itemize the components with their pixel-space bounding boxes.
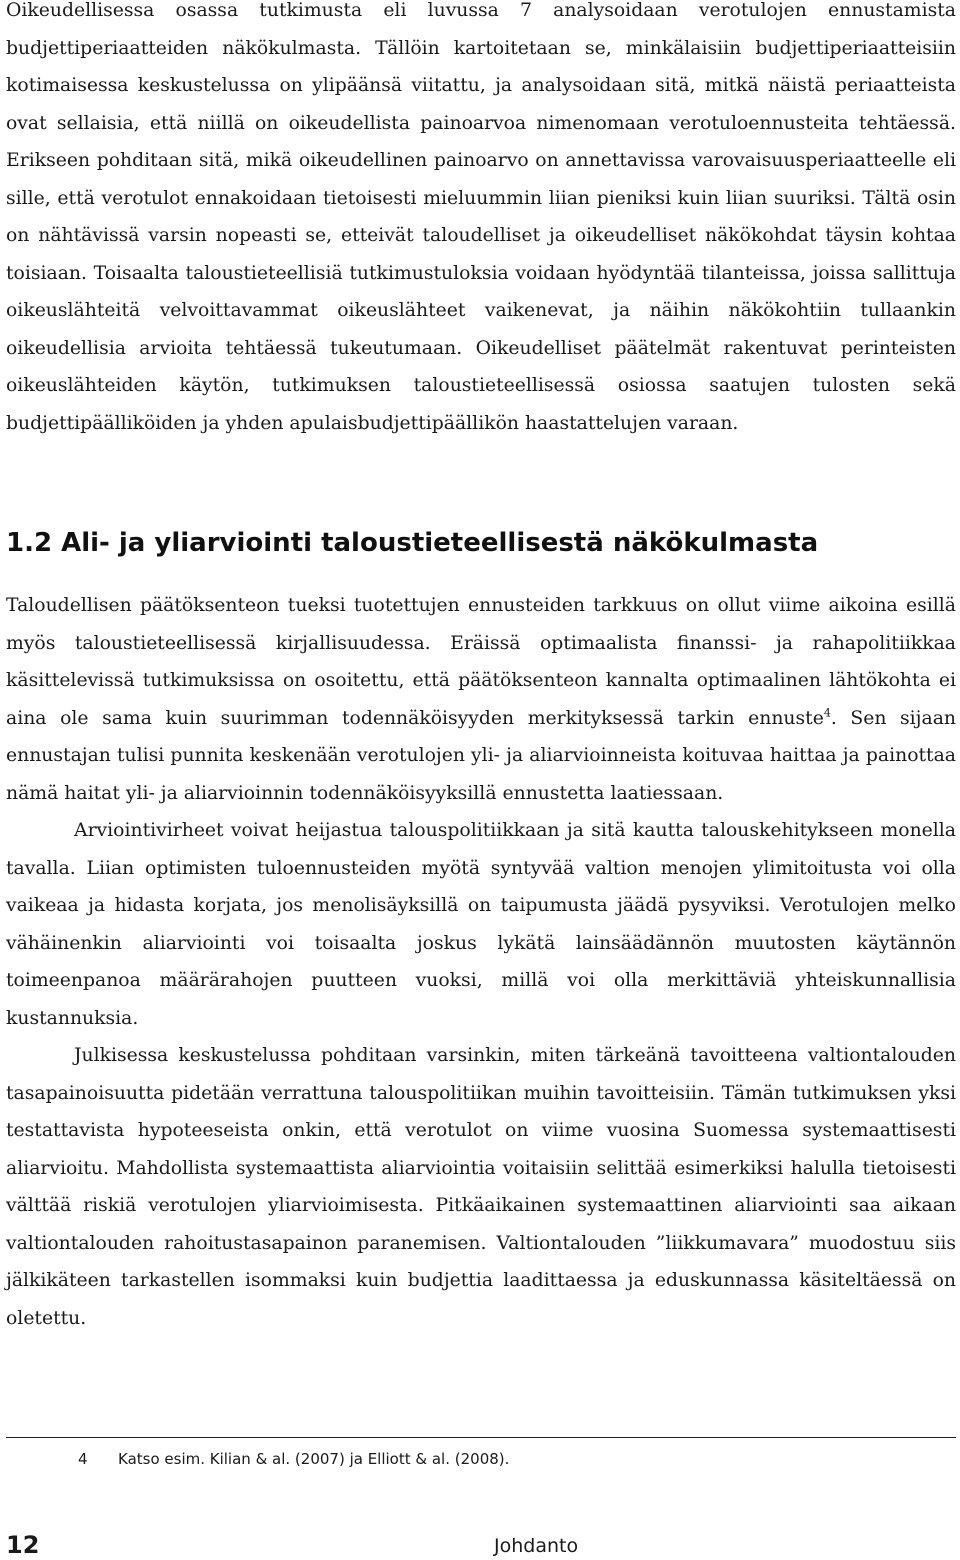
running-title: Johdanto bbox=[494, 1535, 579, 1557]
section-paragraph-1 bbox=[6, 587, 956, 812]
footnote-divider bbox=[6, 1437, 956, 1438]
section-paragraph-1-text-cont: . Sen sijaan ennustajan tulisi punnita keskenään verotulojen yli- ja aliarvioinneista koituvaa haittaa ja painottaa nämä haitat yli- ja aliarvioinnin todennäköisyyksillä ennustetta laatiessaan. bbox=[6, 707, 956, 804]
footnote-number: 4 bbox=[78, 1450, 88, 1468]
section-paragraph-2: Arviointivirheet voivat heijastua talouspolitiikkaan ja sitä kautta talouskehitykseen monella tavalla. Liian optimisten tuloennusteiden myötä syntyvää valtion menojen ylimitoitusta voi olla vaikeaa ja hidasta korjata, jos menolisäyksillä on taipumusta jäädä pysyviksi. Verotulojen melko vähäinenkin aliarviointi voi toisaalta joskus lykätä lainsäädännön muutosten käytännön toimeenpanoa määrärahojen puutteen vuoksi, millä voi olla merkittäviä yhteiskunnallisia kustannuksia. bbox=[6, 820, 956, 1029]
section-body bbox=[6, 587, 956, 1337]
footnote-text: Katso esim. Kilian & al. (2007) ja Elliott & al. (2008). bbox=[118, 1450, 510, 1468]
section-paragraph-3: Julkisessa keskustelussa pohditaan varsinkin, miten tärkeänä tavoitteena valtiontalouden tasapainoisuutta pidetään verrattuna talouspolitiikan muihin tavoitteisiin. Tämän tutkimuksen yksi testattavista hypoteeseista onkin, että verotulot on viime vuosina Suomessa systemaattisesti aliarvioitu. Mahdollista systemaattista aliarviointia voitaisiin selittää esimerkiksi halulla tietoisesti välttää riskiä verotulojen yliarvioimisesta. Pitkäaikainen systemaattinen aliarviointi saa aikaan valtiontalouden rahoitustasapainon paranemisen. Valtiontalouden ”liikkumavara” muodostuu siis jälkikäteen tarkastellen isommaksi kuin budjettia laadittaessa ja eduskunnassa käsiteltäessä on oletettu. bbox=[6, 1045, 956, 1329]
section-paragraph-1-text: Taloudellisen päätöksenteon tueksi tuotettujen ennusteiden tarkkuus on ollut viime aikoina esillä myös taloustieteellisessä kirjallisuudessa. Eräissä optimaalista finanssi- ja rahapolitiikkaa käsittelevissä tutkimuksissa on osoitettu, että päätöksenteon kannalta optimaalinen lähtökohta ei aina ole sama kuin suurimman todennäköisyyden merkityksessä tarkin ennuste bbox=[6, 595, 956, 729]
section-heading: 1.2 Ali- ja yliarviointi taloustieteellisestä näkökulmasta bbox=[6, 528, 819, 558]
intro-paragraph: Oikeudellisessa osassa tutkimusta eli luvussa 7 analysoidaan verotulojen ennustamista budjettiperiaatteiden näkökulmasta. Tällöin kartoitetaan se, minkälaisiin budjettiperiaatteisiin kotimaisessa keskustelussa on ylipäänsä viitattu, ja analysoidaan sitä, mitkä näistä periaatteista ovat sellaisia, että niillä on oikeudellista painoarvoa nimenomaan verotuloennusteita tehtäessä. Erikseen pohditaan sitä, mikä oikeudellinen painoarvo on annettavissa varovaisuusperiaatteelle eli sille, että verotulot ennakoidaan tietoisesti mieluummin liian pieniksi kuin liian suuriksi. Tältä osin on nähtävissä varsin nopeasti se, etteivät taloudelliset ja oikeudelliset näkökohdat täysin kohtaa toisiaan. Toisaalta taloustieteellisiä tutkimustuloksia voidaan hyödyntää tilanteissa, joissa sallittuja oikeuslähteitä velvoittavammat oikeuslähteet vaikenevat, ja näihin näkökohtiin tullaankin oikeudellisia arvioita tehtäessä tukeutumaan. Oikeudelliset päätelmät rakentuvat perinteisten oikeuslähteiden käytön, tutkimuksen taloustieteellisessä osiossa saatujen tulosten sekä budjettipäälliköiden ja yhden apulaisbudjettipäällikön haastattelujen varaan. bbox=[6, 0, 956, 434]
footnote-reference[interactable]: 4 bbox=[823, 706, 831, 720]
page-number: 12 bbox=[6, 1531, 40, 1559]
footnote bbox=[78, 1448, 509, 1470]
